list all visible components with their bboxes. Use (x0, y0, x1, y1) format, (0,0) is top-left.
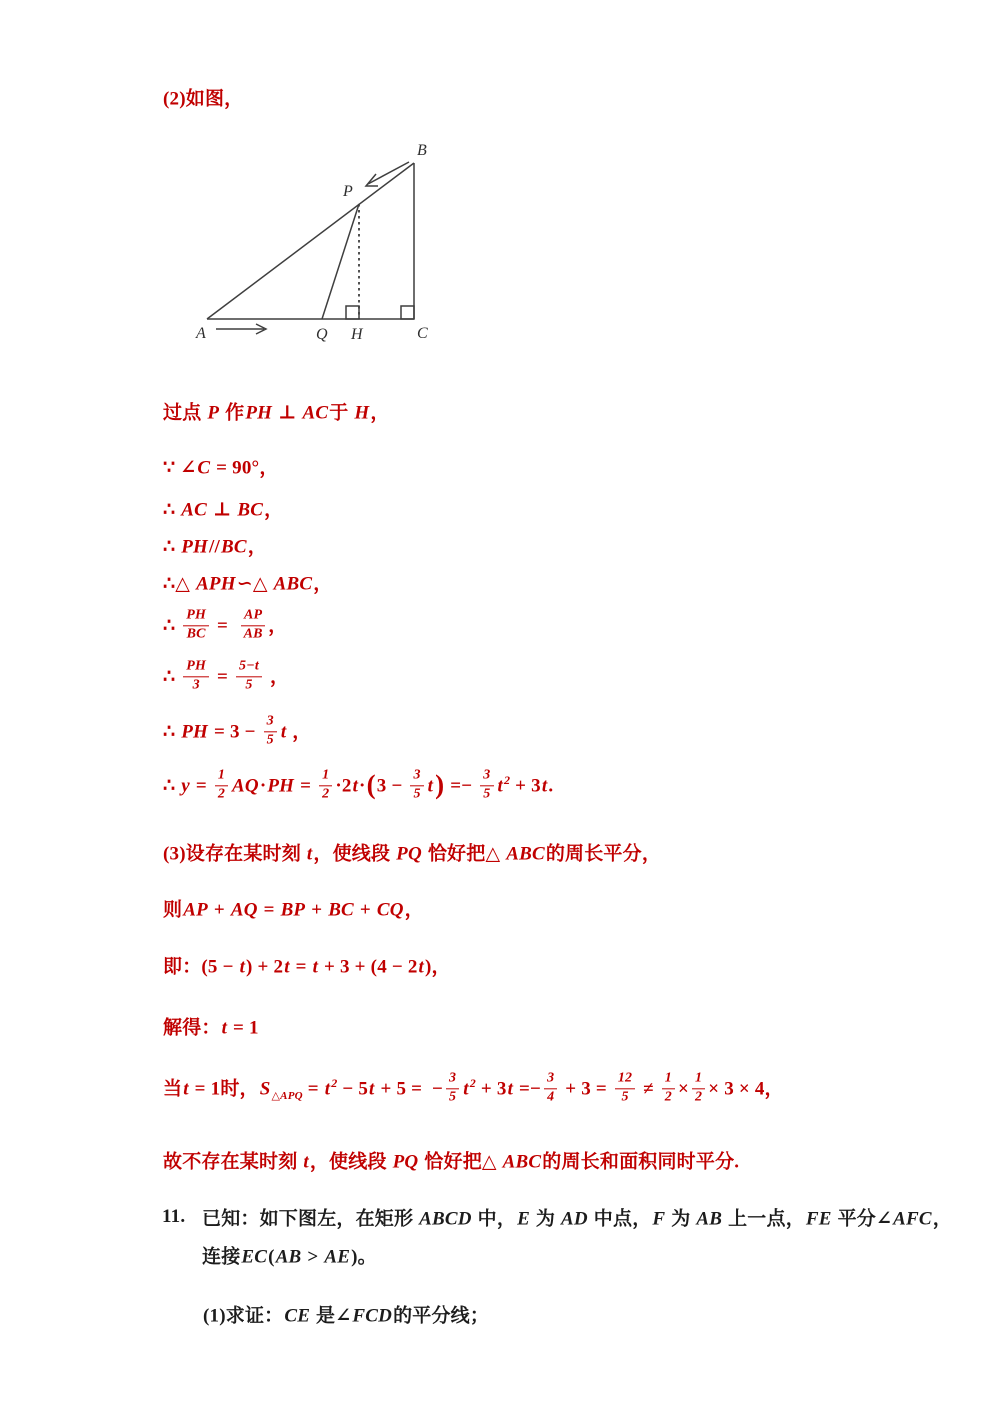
step-similarity: ∴△ APH∽△ ABC， (163, 573, 333, 595)
problem11-number: 11. (162, 1206, 186, 1227)
step-PH-value: ∴ PH = 3 − $\frac{3}{5}$ t ， (163, 713, 312, 747)
right-angle-mark-H (346, 306, 359, 319)
step-check-area: 当t = 1时，$S_{\triangle APQ} = t^2 - 5t + 5$ = − $\frac{3}{5}$ $t^2 + 3t$ =− $\frac{3}{4}$ + 3 = $\frac{12}{5}$ ≠ $\frac{1}{2}$ × $\frac{1}{2}$ × 3 × 4， (163, 1070, 784, 1104)
part2-heading: (2)如图， (163, 88, 244, 110)
vertex-label-P: P (343, 183, 353, 200)
segment-PQ (322, 204, 359, 319)
step-substitute: 即：(5 − t) + 2t = t + 3 + (4 − 2t)， (163, 956, 451, 978)
step-area-formula: ∴ y = $\frac{1}{2}$ AQ·PH = $\frac{1}{2}$ ·2t·(3 − $\frac{3}{5}$ t) =− $\frac{3}{5}$ $t^2 + 3t$. (163, 767, 554, 801)
vertex-label-B: B (417, 142, 427, 159)
right-angle-mark-C (401, 306, 414, 319)
vertex-label-A: A (196, 325, 206, 342)
step-perimeter-eq: 则AP + AQ = BP + BC + CQ， (163, 899, 424, 921)
problem11-part1: (1)求证：CE 是∠FCD的平分线； (203, 1305, 490, 1327)
step-AC-perp-BC: ∴ AC ⊥ BC， (163, 499, 284, 521)
vertex-label-Q: Q (316, 326, 328, 343)
step-conclusion: 故不存在某时刻 t，使线段 PQ 恰好把△ ABC的周长和面积同时平分. (163, 1151, 740, 1173)
step-construct-PH: 过点 P 作PH ⊥ AC于 H， (163, 402, 390, 424)
triangle-diagram (190, 133, 450, 348)
problem11-statement-line2: 连接EC(AB > AE)。 (202, 1246, 377, 1268)
step-ratio-2: ∴ $\frac{PH}{3}$ = $\frac{5-t}{5}$ ， (163, 658, 290, 692)
part3-heading: (3)设存在某时刻 t，使线段 PQ 恰好把△ ABC的周长平分， (163, 843, 662, 865)
step-solve-t: 解得：t = 1 (163, 1017, 259, 1039)
step-PH-parallel-BC: ∴ PH//BC， (163, 536, 267, 558)
motion-arrow-right-icon (216, 324, 266, 334)
vertex-label-C: C (417, 325, 428, 342)
step-ratio-1: ∴ $\frac{PH}{BC}$ = $\frac{AP}{AB}$ ， (163, 607, 288, 641)
problem11-statement-line1: 已知：如下图左，在矩形 ABCD 中，E 为 AD 中点，F 为 AB 上一点，FE 平分∠AFC， (202, 1208, 952, 1230)
step-angle-C: ∵ ∠C = 90°， (163, 457, 279, 479)
vertex-label-H: H (351, 326, 363, 343)
side-AB (207, 163, 414, 319)
